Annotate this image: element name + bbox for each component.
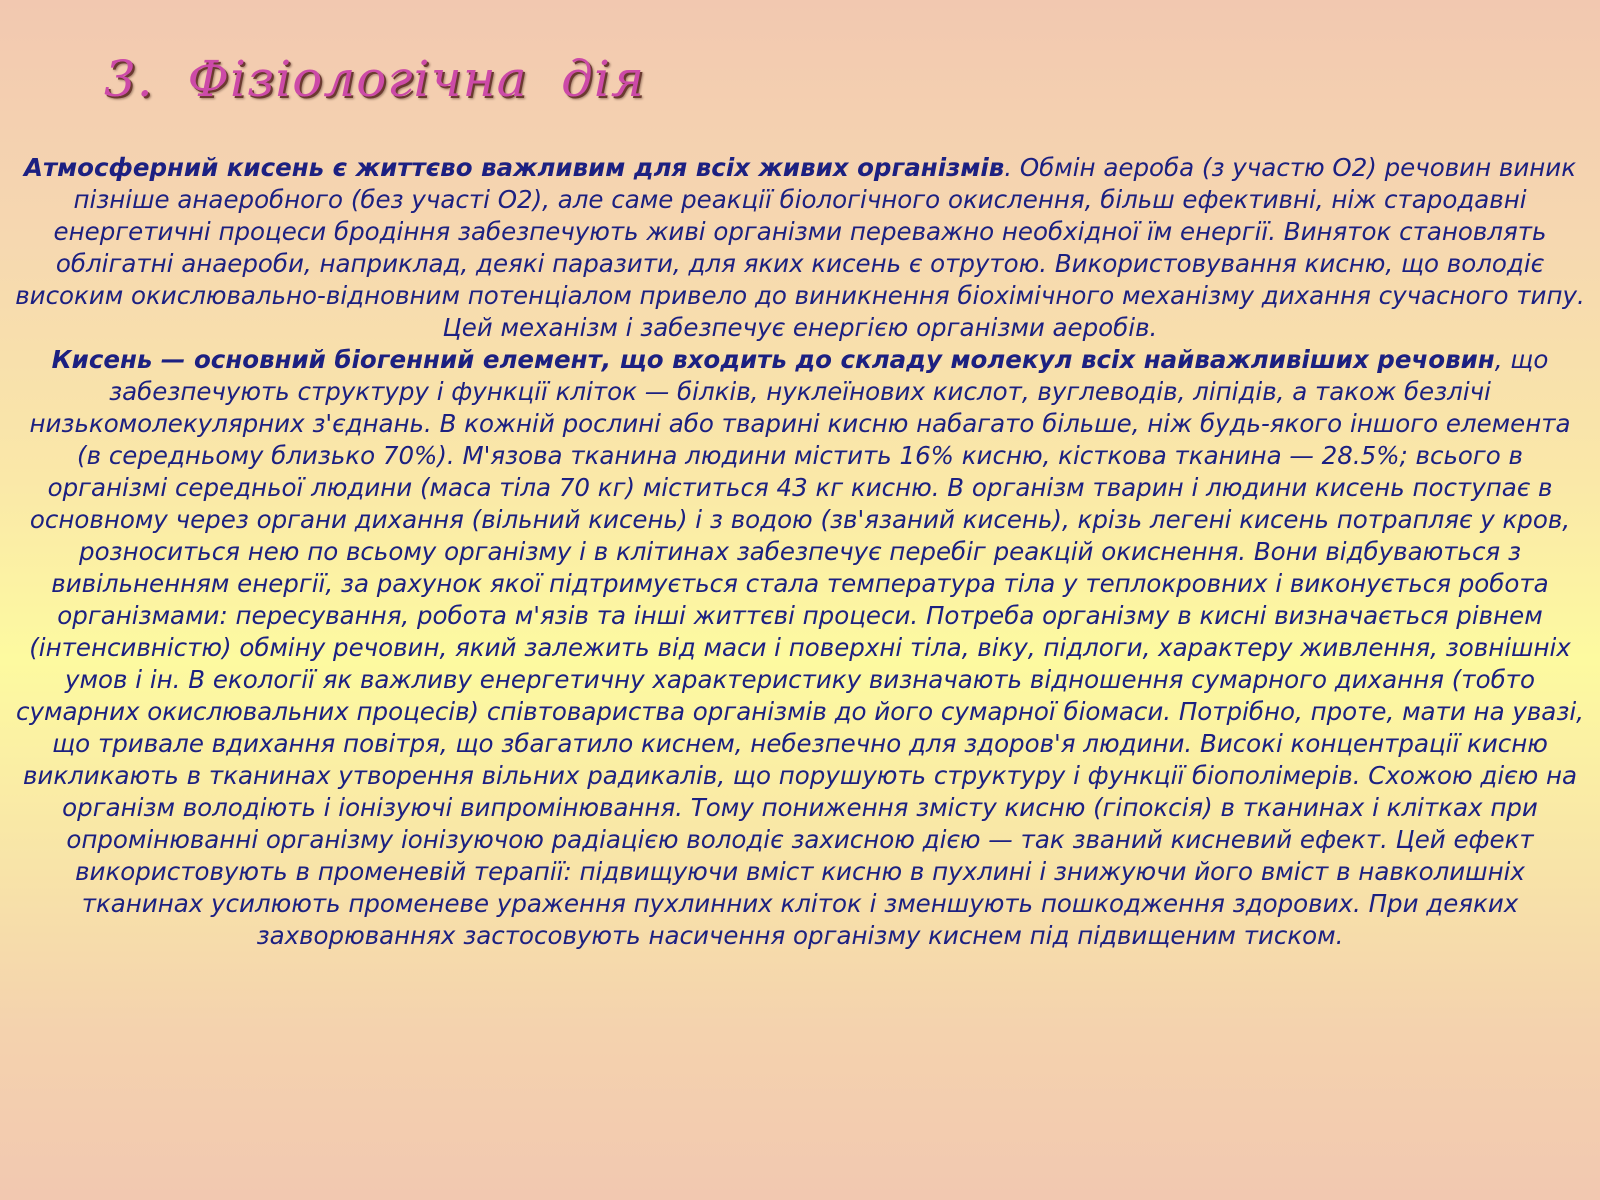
paragraph-2 xyxy=(14,344,1586,952)
paragraph-1-text: . Обмін аероба (з участю О2) речовин виник пізніше анаеробного (без участі О2), але саме реакції біологічного окислення, більш ефективні, ніж стародавні енергетичні процеси бродіння забезпечують живі організми переважно необхідної їм енергії. Виняток становлять облігатні анаероби, наприклад, деякі паразити, для яких кисень є отрутою. Використовування кисню, що володіє високим окислювально-відновним потенціалом привело до виникнення біохімічного механізму дихання сучасного типу. Цей механізм і забезпечує енергією організми аеробів. xyxy=(15,153,1585,342)
paragraph-1 xyxy=(14,152,1586,344)
paragraph-2-bold-lead: Кисень — основний біогенний елемент, що входить до складу молекул всіх найважливіших речовин xyxy=(51,345,1495,374)
slide-body xyxy=(14,152,1586,952)
paragraph-2-text: , що забезпечують структуру і функції кліток — білків, нуклеїнових кислот, вуглеводів, ліпідів, а також безлічі низькомолекулярних з'єднань. В кожній рослині або тварині кисню набагато більше, ніж будь-якого іншого елемента (в середньому близько 70%). М'язова тканина людини містить 16% кисню, кісткова тканина — 28.5%; всього в організмі середньої людини (маса тіла 70 кг) міститься 43 кг кисню. В організм тварин і людини кисень поступає в основному через органи дихання (вільний кисень) і з водою (зв'язаний кисень), крізь легені кисень потрапляє у кров, розноситься нею по всьому організму і в клітинах забезпечує перебіг реакцій окиснення. Вони відбуваються з вивільненням енергії, за рахунок якої підтримується стала температура тіла у теплокровних і виконується робота організмами: пересування, робота м'язів та інші життєві процеси. Потреба організму в кисні визначається рівнем (інтенсивністю) обміну речовин, який залежить від маси і поверхні тіла, віку, підлоги, характеру живлення, зовнішніх умов і ін. В екології як важливу енергетичну характеристику визначають відношення сумарного дихання (тобто сумарних окислювальних процесів) співтовариства організмів до його сумарної біомаси. Потрібно, проте, мати на увазі, що тривале вдихання повітря, що збагатило киснем, небезпечно для здоров'я людини. Високі концентрації кисню викликають в тканинах утворення вільних радикалів, що порушують структуру і функції біополімерів. Схожою дією на організм володіють і іонізуючі випромінювання. Тому пониження змісту кисню (гіпоксія) в тканинах і клітках при опромінюванні організму іонізуючою радіацією володіє захисною дією — так званий кисневий ефект. Цей ефект використовують в променевій терапії: підвищуючи вміст кисню в пухлині і знижуючи його вміст в навколишніх тканинах усилюють променеве ураження пухлинних кліток і зменшують пошкодження здорових. При деяких захворюваннях застосовують насичення організму киснем під підвищеним тиском. xyxy=(16,345,1584,950)
slide-title: 3. Фізіологічна дія xyxy=(104,50,645,108)
paragraph-1-bold-lead: Атмосферний кисень є життєво важливим для всіх живих організмів xyxy=(23,153,1005,182)
